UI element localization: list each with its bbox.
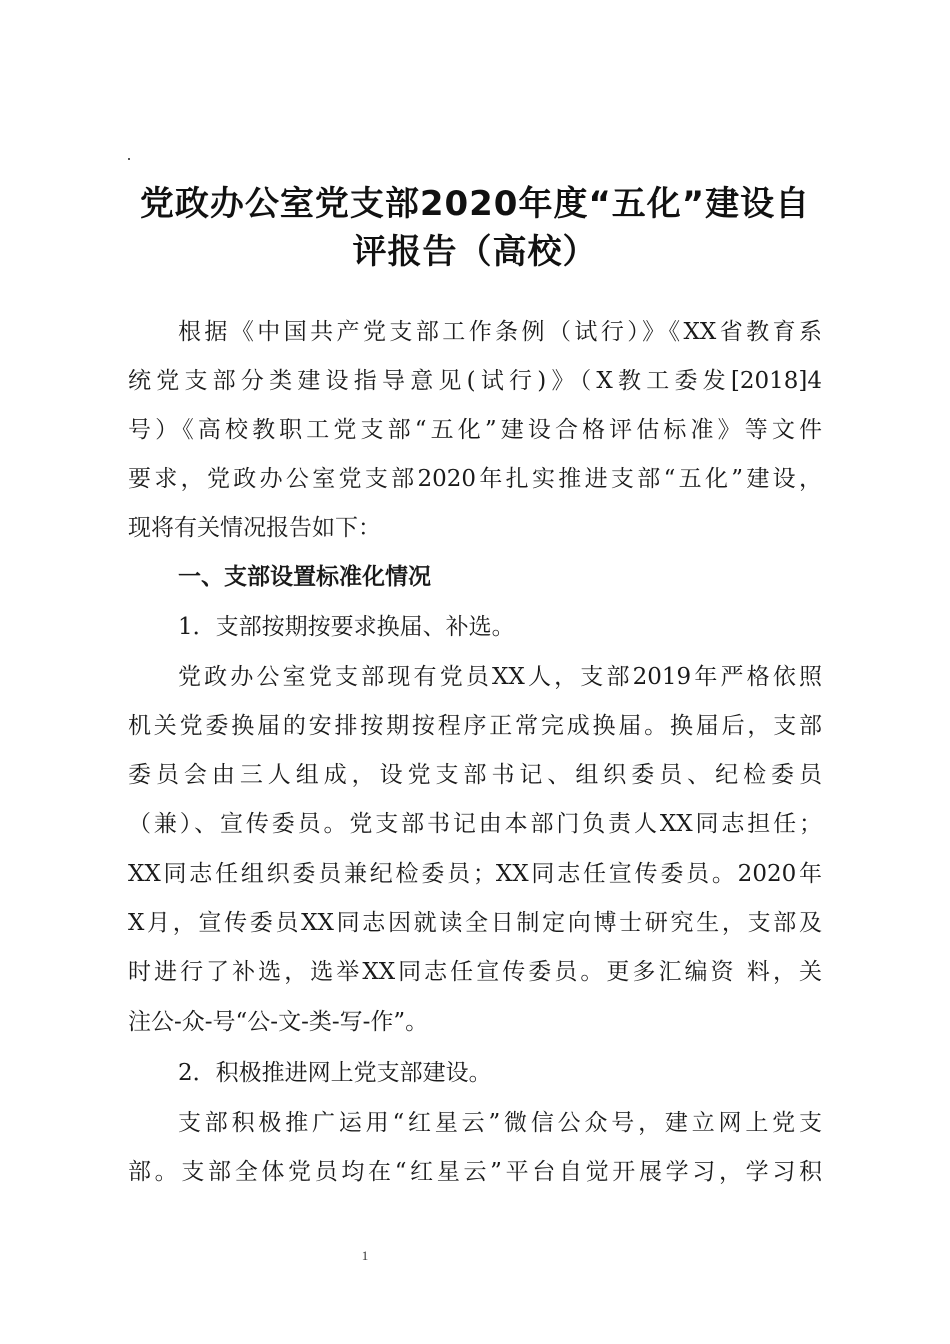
margin-dot [128,158,130,160]
body-line: X月，宣传委员XX同志因就读全日制定向博士研究生，支部及 [128,910,822,936]
body-line: 现将有关情况报告如下： [128,515,381,541]
body-line: 机关党委换届的安排按期按程序正常完成换届。换届后，支部 [128,713,822,739]
body-line: 统党支部分类建设指导意见(试行)》（X教工委发[2018]4 [128,368,822,394]
subsection-heading: 2．积极推进网上党支部建设。 [178,1060,492,1086]
body-line: 党政办公室党支部现有党员XX人，支部2019年严格依照 [178,664,822,690]
body-line: 支部积极推广运用“红星云”微信公众号，建立网上党支 [178,1110,822,1136]
body-line: 根据《中国共产党支部工作条例（试行）》《XX省教育系 [178,319,822,345]
page-number: 1 [361,1248,369,1263]
body-line: 时进行了补选，选举XX同志任宣传委员。更多汇编资 料，关 [128,959,822,985]
document-title-line-2: 评报告（高校） [352,232,598,272]
subsection-heading: 1．支部按期按要求换届、补选。 [178,614,515,640]
body-line: 部。支部全体党员均在“红星云”平台自觉开展学习，学习积 [128,1159,822,1185]
body-line: 号）《高校教职工党支部“五化”建设合格评估标准》等文件 [128,417,822,443]
body-line: （兼）、宣传委员。党支部书记由本部门负责人XX同志担任； [128,811,822,837]
body-line: 注公-众-号“公-文-类-写-作”。 [128,1009,429,1035]
section-heading: 一、支部设置标准化情况 [178,564,431,590]
document-title-line-1: 党政办公室党支部2020年度“五化”建设自 [139,184,811,224]
body-line: XX同志任组织委员兼纪检委员；XX同志任宣传委员。2020年 [128,861,822,887]
body-line: 委员会由三人组成，设党支部书记、组织委员、纪检委员 [128,762,822,788]
body-line: 要求，党政办公室党支部2020年扎实推进支部“五化”建设， [128,466,822,492]
